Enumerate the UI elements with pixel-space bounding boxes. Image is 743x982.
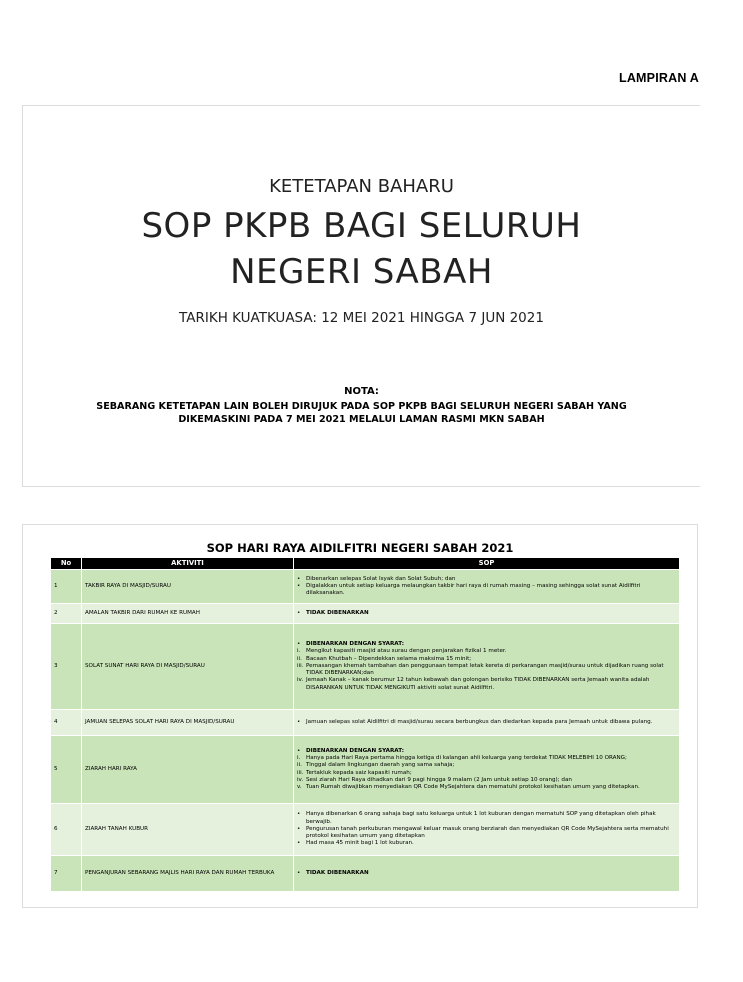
sop-item-marker: i. [297, 755, 301, 762]
sop-item-text: Hanya pada Hari Raya pertama hingga ketiga di kalangan ahli keluarga yang terdekat TIDAK MELEBIHI 10 ORANG; [306, 755, 627, 762]
sop-item-marker: iii. [297, 662, 304, 669]
slide-title-line1: SOP PKPB BAGI SELURUH [141, 206, 582, 246]
sop-item [297, 576, 676, 583]
sop-item [297, 840, 676, 847]
row-activity: ZIARAH TANAH KUBUR [82, 804, 294, 856]
row-activity: PENGANJURAN SEBARANG MAJLIS HARI RAYA DAN RUMAH TERBUKA [82, 856, 294, 892]
sop-item [297, 648, 676, 655]
sop-item-marker: ii. [297, 655, 302, 662]
sop-item-text: Tinggal dalam lingkungan daerah yang sama sahaja; [306, 762, 455, 769]
sop-item-text: Mengikut kapasiti masjid atau surau dengan penjarakan fizikal 1 meter. [306, 648, 507, 655]
sop-item-text: Sesi ziarah Hari Raya dihadkan dari 9 pagi hingga 9 malam (2 Jam untuk setiap 10 orang); dan [306, 776, 572, 783]
table-title: SOP HARI RAYA AIDILFITRI NEGERI SABAH 2021 [206, 541, 514, 555]
sop-item [297, 583, 676, 597]
effective-date: TARIKH KUATKUASA: 12 MEI 2021 HINGGA 7 JUN 2021 [179, 310, 544, 326]
sop-item-text: DIBENARKAN DENGAN SYARAT: [306, 641, 404, 648]
sop-item-marker: • [297, 840, 301, 847]
row-number: 3 [51, 624, 82, 710]
row-sop [294, 604, 680, 624]
sop-item-marker: • [297, 718, 301, 725]
sop-item-marker: • [297, 825, 301, 832]
sop-item-text: Hanya dibenarkan 6 orang sahaja bagi satu keluarga untuk 1 lot kuburan dengan mematuhi SOP yang ditetapkan oleh pihak berwajib. [306, 811, 656, 825]
table-row [51, 856, 680, 892]
sop-table [50, 557, 680, 892]
row-number: 6 [51, 804, 82, 856]
sop-item-marker: • [297, 747, 301, 754]
sop-item-marker: iv. [297, 677, 304, 684]
sop-item-text: Jamuan selepas solat Aidilfitri di masjid/surau secara berbungkus dan diedarkan kepada para Jemaah untuk dibawa pulang. [306, 718, 653, 725]
sop-item-marker: i. [297, 648, 301, 655]
row-activity: AMALAN TAKBIR DARI RUMAH KE RUMAH [82, 604, 294, 624]
sop-item-text: Pengurusan tanah perkuburan mengawal keluar masuk orang berziarah dan menyediakan QR Code MySejahtera serta mematuhi protokol kesihatan umum yang ditetapkan [306, 825, 669, 840]
row-activity: TAKBIR RAYA DI MASJID/SURAU [82, 570, 294, 604]
sop-item-marker: iv. [297, 776, 304, 783]
nota-text: SEBARANG KETETAPAN LAIN BOLEH DIRUJUK PADA SOP PKPB BAGI SELURUH NEGERI SABAH YANG DIKEMASKINI PADA 7 MEI 2021 MELALUI LAMAN RASMI MKN SABAH [96, 401, 627, 425]
sop-item-text: Jemaah Kanak – kanak berumur 12 tahun kebawah dan golongan berisiko TIDAK DIBENARKAN serta Jemaah wanita adalah DISARANKAN UNTUK TIDAK MENGIKUTI aktiviti solat sunat Aidilfitri. [306, 677, 650, 691]
sop-item-marker: • [297, 869, 301, 876]
sop-item [297, 610, 676, 617]
row-number: 4 [51, 710, 82, 736]
slide-subtitle: KETETAPAN BAHARU [269, 176, 454, 197]
sop-item [297, 777, 676, 784]
sop-table-slide [22, 524, 698, 908]
row-number: 7 [51, 856, 82, 892]
sop-item-marker: • [297, 811, 301, 818]
row-activity: JAMUAN SELEPAS SOLAT HARI RAYA DI MASJID/SURAU [82, 710, 294, 736]
announcement-slide [22, 105, 700, 487]
table-row [51, 736, 680, 804]
sop-item [297, 784, 676, 791]
sop-item [297, 826, 676, 840]
sop-item-marker: iii. [297, 769, 304, 776]
nota-label: NOTA: [344, 386, 379, 397]
sop-item [297, 755, 676, 762]
sop-item-text: TIDAK DIBENARKAN [306, 869, 369, 876]
lampiran-label: LAMPIRAN A [618, 71, 699, 85]
sop-item [297, 677, 676, 691]
sop-item-text: Pemasangan khemah tambahan dan penggunaan tempat letak kereta di perkarangan masjid/surau untuk dijadikan ruang solat TIDAK DIBENARKAN;dan [306, 662, 664, 677]
sop-item [297, 770, 676, 777]
row-number: 5 [51, 736, 82, 804]
sop-item [297, 641, 676, 648]
row-sop [294, 710, 680, 736]
row-sop [294, 570, 680, 604]
sop-item [297, 656, 676, 663]
sop-item-text: TIDAK DIBENARKAN [306, 609, 369, 616]
row-number: 2 [51, 604, 82, 624]
sop-item-marker: v. [297, 783, 302, 790]
sop-item-marker: • [297, 582, 301, 589]
header-aktiviti: AKTIVITI [82, 558, 294, 570]
table-header-row [51, 558, 680, 570]
row-sop [294, 856, 680, 892]
sop-item-text: Dibenarkan selepas Solat Isyak dan Solat Subuh; dan [306, 575, 456, 582]
sop-item-marker: • [297, 575, 301, 582]
sop-item-text: Had masa 45 minit bagi 1 lot kuburan. [306, 840, 414, 847]
sop-item [297, 811, 676, 825]
sop-item [297, 870, 676, 877]
sop-item [297, 719, 676, 726]
sop-item-marker: • [297, 641, 301, 648]
row-sop [294, 736, 680, 804]
table-row [51, 570, 680, 604]
sop-item-text: Tuan Rumah diwajibkan menyediakan QR Code MySejahtera dan mematuhi protokol kesihatan umum yang ditetapkan. [306, 783, 640, 790]
sop-item [297, 748, 676, 755]
sop-item-marker: ii. [297, 762, 302, 769]
table-row [51, 624, 680, 710]
sop-item-marker: • [297, 609, 301, 616]
sop-item-text: Bacaan Khutbah – Dipendekkan selama maksima 15 minit; [306, 655, 472, 662]
slide-title-line2: NEGERI SABAH [230, 252, 493, 292]
row-activity: ZIARAH HARI RAYA [82, 736, 294, 804]
sop-item [297, 663, 676, 677]
table-row [51, 710, 680, 736]
table-row [51, 604, 680, 624]
row-activity: SOLAT SUNAT HARI RAYA DI MASJID/SURAU [82, 624, 294, 710]
header-sop: SOP [294, 558, 680, 570]
row-sop [294, 804, 680, 856]
table-row [51, 804, 680, 856]
row-number: 1 [51, 570, 82, 604]
sop-item-text: Digalakkan untuk setiap keluarga melaungkan takbir hari raya di rumah masing – masing sehingga solat sunat Aidilfitri dilaksanakan. [306, 582, 641, 597]
sop-item-text: DIBENARKAN DENGAN SYARAT: [306, 747, 404, 754]
sop-item [297, 762, 676, 769]
row-sop [294, 624, 680, 710]
sop-item-text: Tertakluk kepada saiz kapasiti rumah; [306, 769, 412, 776]
header-no: No [51, 558, 82, 570]
